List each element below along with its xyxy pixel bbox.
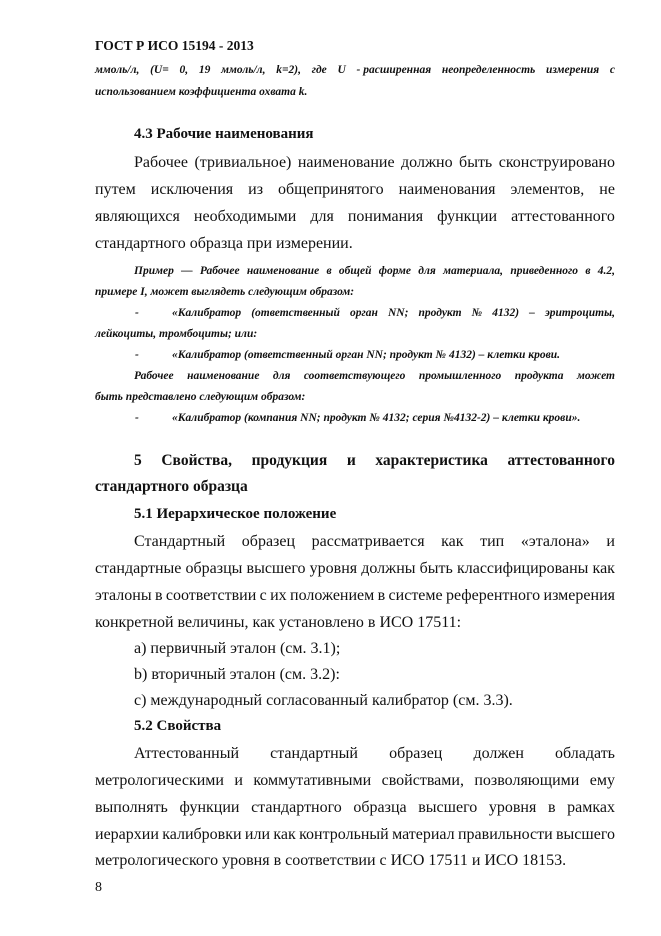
word: рассматривается <box>311 533 425 550</box>
word: должны <box>361 560 416 577</box>
intro-line-2: использованием коэффициента охвата k. <box>95 86 308 98</box>
word: высшего <box>556 826 615 843</box>
word: системе <box>388 587 443 604</box>
word: измерения <box>546 64 600 76</box>
word: материала, <box>443 265 504 277</box>
word: 5 <box>134 452 142 469</box>
word: форме <box>378 265 411 277</box>
word: выполнять <box>95 799 168 816</box>
industrial-line-2: быть представлено следующим образом: <box>95 391 306 403</box>
word: где <box>311 64 327 76</box>
word: уровня <box>309 560 358 577</box>
word: высшего <box>246 560 306 577</box>
example-line-1 <box>134 265 615 277</box>
word: из <box>248 181 264 198</box>
word: необходимыми <box>193 208 297 225</box>
word: ммоль/л, <box>95 64 140 76</box>
section-4-3-para-line-1 <box>134 154 615 172</box>
word: может <box>576 370 615 382</box>
word: и <box>346 452 356 469</box>
industrial-line-1 <box>134 370 615 382</box>
word: в <box>547 799 556 816</box>
word: неопределенность <box>441 64 536 76</box>
page-number: 8 <box>95 880 102 895</box>
word: должен <box>473 745 524 762</box>
word: стандартный <box>270 745 358 762</box>
word: эритроциты, <box>544 307 615 319</box>
word: быть <box>419 560 453 577</box>
word: и <box>606 533 615 550</box>
section-5-1-para-line-4: конкретной величины, как установлено в ИСО 17511: <box>95 614 462 631</box>
word: образец <box>241 533 296 550</box>
word: материал <box>392 826 455 843</box>
section-5-1-para-line-1 <box>134 533 615 551</box>
word: функции <box>437 208 498 225</box>
word: функции <box>179 799 240 816</box>
word: в <box>585 265 591 277</box>
word: образец <box>389 745 443 762</box>
section-5-1-para-line-3 <box>95 587 615 605</box>
word: общей <box>338 265 372 277</box>
word: как <box>592 560 615 577</box>
section-5-2-para-line-4 <box>95 826 615 844</box>
word: № <box>471 307 483 319</box>
word: ему <box>589 772 615 789</box>
word: стандартного <box>251 799 342 816</box>
word: для <box>418 265 436 277</box>
bullet-dash: - <box>135 349 139 361</box>
word: как <box>273 826 296 843</box>
word: понимания <box>347 208 424 225</box>
word: в <box>377 587 386 604</box>
word: свойствами, <box>381 772 464 789</box>
word: наименования <box>398 181 496 198</box>
word: Пример <box>134 265 174 277</box>
word: ммоль/л, <box>221 64 266 76</box>
word: с <box>259 587 267 604</box>
word: калибровки <box>162 826 242 843</box>
word: Рабочее <box>134 370 174 382</box>
word: Стандартный <box>134 533 226 550</box>
word: в <box>154 587 163 604</box>
word: с <box>609 64 615 76</box>
word: приведенного <box>510 265 579 277</box>
word: характеристика <box>375 452 488 469</box>
word: эталоны <box>95 587 152 604</box>
word: аттестованного <box>511 208 615 225</box>
bullet-dash: - <box>135 412 139 424</box>
word: положением <box>290 587 375 604</box>
word: промышленного <box>418 370 502 382</box>
word: элементов, <box>510 181 585 198</box>
word: должно <box>401 154 453 171</box>
word: измерения <box>543 587 615 604</box>
word: - расширенная <box>356 64 432 76</box>
word: — <box>181 265 193 277</box>
section-4-3-para-line-3 <box>95 208 615 226</box>
word: (тривиальное) <box>194 154 292 171</box>
intro-line-1 <box>95 64 615 76</box>
list-item-b: b) вторичный эталон (см. 3.2): <box>134 666 340 683</box>
word: коммутативными <box>253 772 372 789</box>
word: 19 <box>198 64 211 76</box>
word: исключения <box>150 181 234 198</box>
word: «эталона» <box>520 533 590 550</box>
section-5-2-title: 5.2 Свойства <box>134 718 222 734</box>
word: продукт <box>418 307 462 319</box>
word: являющихся <box>95 208 180 225</box>
section-5-1-para-line-2 <box>95 560 615 578</box>
word: в <box>326 265 332 277</box>
word: иерархии <box>95 826 159 843</box>
section-5-2-para-line-3 <box>95 799 615 817</box>
word: и <box>234 772 243 789</box>
word: 0, <box>179 64 189 76</box>
word: не <box>599 181 615 198</box>
document-header: ГОСТ Р ИСО 15194 - 2013 <box>95 38 254 53</box>
bullet-1-line-2: лейкоциты, тромбоциты; или: <box>95 328 258 340</box>
section-5-title-line-2: стандартного образца <box>95 478 248 495</box>
word: продукта <box>514 370 564 382</box>
word: референтного <box>446 587 541 604</box>
bullet-3: «Калибратор (компания NN; продукт № 4132; серия №4132-2) – клетки крови». <box>172 412 581 424</box>
word: соответствующего <box>303 370 406 382</box>
word: быть <box>459 154 493 171</box>
word: образцы <box>185 560 243 577</box>
example-line-2: примере I, может выглядеть следующим образом: <box>95 286 355 298</box>
word: наименование <box>246 265 320 277</box>
word: образца <box>353 799 407 816</box>
section-5-2-para-line-2 <box>95 772 615 790</box>
word: как <box>441 533 464 550</box>
word: сконструировано <box>498 154 615 171</box>
word: общепринятого <box>278 181 384 198</box>
word: позволяющими <box>474 772 580 789</box>
word: аттестованного <box>507 452 615 469</box>
word: правильности <box>457 826 553 843</box>
word: уровня <box>488 799 537 816</box>
word: обладать <box>555 745 615 762</box>
word: контрольный <box>299 826 389 843</box>
word: Аттестованный <box>134 745 240 762</box>
word: (U= <box>150 64 169 76</box>
word: Рабочее <box>199 265 240 277</box>
word: Рабочее <box>134 154 188 171</box>
word: или <box>244 826 271 843</box>
section-5-2-para-line-1 <box>134 745 615 763</box>
word: стандартные <box>95 560 182 577</box>
word: их <box>270 587 287 604</box>
word: классифицированы <box>456 560 589 577</box>
word: рамках <box>567 799 615 816</box>
word: «Калибратор <box>172 307 242 319</box>
section-5-title-line-1 <box>134 452 615 470</box>
word: метрологическими <box>95 772 224 789</box>
word: (ответственный <box>251 307 340 319</box>
section-4-3-para-line-4: стандартного образца при измерении. <box>95 235 353 252</box>
word: Свойства, <box>161 452 232 469</box>
bullet-2: «Калибратор (ответственный орган NN; продукт № 4132) – клетки крови. <box>172 349 560 361</box>
word: NN; <box>387 307 409 319</box>
word: тип <box>480 533 505 550</box>
word: 4132) <box>492 307 520 319</box>
bullet-dash: - <box>135 307 139 319</box>
section-5-1-title: 5.1 Иерархическое положение <box>134 506 337 522</box>
section-4-3-para-line-2 <box>95 181 615 199</box>
list-item-a: а) первичный эталон (см. 3.1); <box>134 640 341 657</box>
word: 4.2, <box>597 265 615 277</box>
section-5-2-para-line-5: метрологического уровня в соответствии с ИСО 17511 и ИСО 18153. <box>95 852 567 869</box>
word: путем <box>95 181 136 198</box>
bullet-1-line-1 <box>172 307 615 319</box>
word: для <box>272 370 291 382</box>
list-item-c: c) международный согласованный калибратор (см. 3.3). <box>134 692 513 709</box>
word: для <box>310 208 334 225</box>
word: соответствии <box>165 587 257 604</box>
word: продукция <box>251 452 328 469</box>
word: наименование <box>187 370 260 382</box>
word: – <box>529 307 535 319</box>
word: высшего <box>418 799 478 816</box>
word: k=2), <box>276 64 301 76</box>
word: U <box>337 64 346 76</box>
section-4-3-title: 4.3 Рабочие наименования <box>134 126 314 142</box>
word: наименование <box>297 154 395 171</box>
word: орган <box>350 307 378 319</box>
